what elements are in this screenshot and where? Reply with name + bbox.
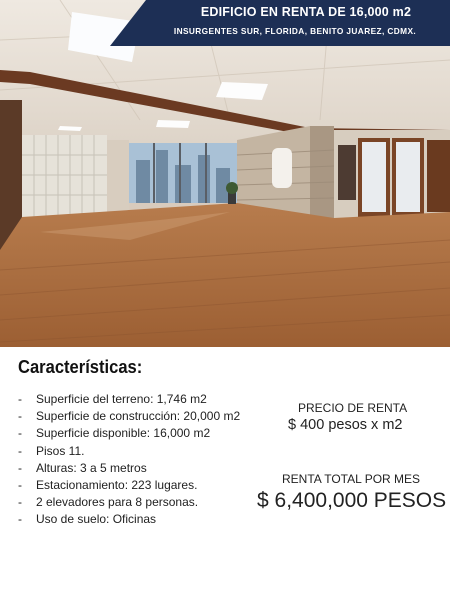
rent-price-value: $ 400 pesos x m2 [288,417,403,433]
bullet: - [18,409,22,424]
characteristics-heading: Características: [18,357,143,377]
title-banner [110,0,450,46]
feature-text: Superficie de construcción: 20,000 m2 [36,409,241,424]
list-item [18,461,240,478]
list-item [18,409,240,426]
feature-text: Uso de suelo: Oficinas [36,512,157,527]
feature-text: Estacionamiento: 223 lugares. [36,477,198,492]
bullet: - [18,443,22,458]
bullet: - [18,392,22,406]
feature-text: Superficie del terreno: 1,746 m2 [36,392,207,406]
bullet: - [18,460,22,475]
list-item [18,495,240,512]
bullet: - [18,426,22,441]
list-item [18,444,240,461]
feature-text: Pisos 11. [36,443,85,458]
list-item [18,512,240,529]
list-item [18,478,240,495]
banner-title: EDIFICIO EN RENTA DE 16,000 m2 [200,5,412,19]
total-rent-value: $ 6,400,000 PESOS [257,489,447,512]
list-item [18,426,240,443]
bullet: - [18,477,22,492]
feature-text: Superficie disponible: 16,000 m2 [36,426,211,441]
bullet: - [18,495,22,510]
feature-text: 2 elevadores para 8 personas. [36,495,199,510]
feature-text: Alturas: 3 a 5 metros [36,460,147,475]
total-rent-label: RENTA TOTAL POR MES [282,472,421,486]
bullet: - [18,512,22,527]
banner-subtitle: INSURGENTES SUR, FLORIDA, BENITO JUAREZ, CDMX. [173,26,417,36]
rent-price-label: PRECIO DE RENTA [298,401,408,415]
characteristics-list [18,392,240,530]
list-item [18,392,240,409]
